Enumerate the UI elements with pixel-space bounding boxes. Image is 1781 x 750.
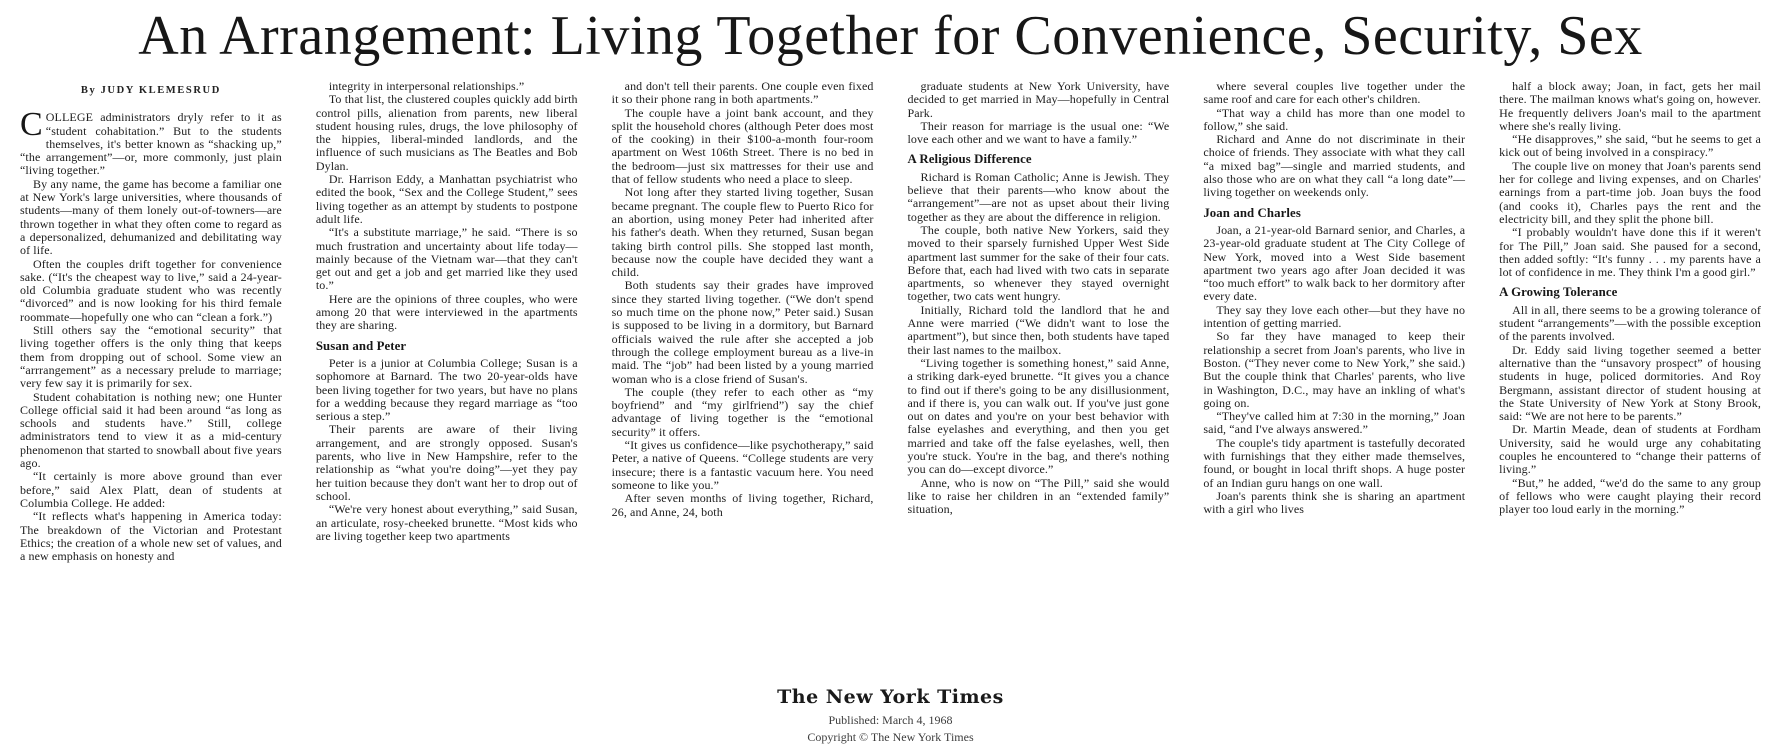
article-paragraph: Still others say the “emotional security” that living together offers is the only thing that keeps them from dropping out of school. Some view an “arrrangement” as a necessary prelude to marriage; very few say it is primarily for sex.: [20, 323, 282, 391]
section-subhead: A Growing Tolerance: [1499, 285, 1618, 300]
article-column-1: [20, 80, 282, 563]
article-paragraph: Student cohabitation is nothing new; one Hunter College official said it had been around “as long as schools and students have.” Still, college administrators tend to view it as a mid-century phenomenon that started to snowball about five years ago.: [20, 389, 282, 471]
copyright-notice: Copyright © The New York Times: [807, 729, 974, 744]
article-paragraph: COLLEGE administrators dryly refer to it as “student cohabitation.” But to the students themselves, it's better known as “shacking up,” “the arrangement”—or, more commonly, just plain “living together.”: [20, 106, 282, 178]
article-paragraph: Both students say their grades have improved since they started living together. (“We don't spend so much time on the phone now,” Peter said.) Susan is supposed to be living in a dormitory, but Barnard officials waived the rule after she accepted a job through the college employment bureau as a live-in maid. The “job” had been listed by a young married woman who is a close friend of Susan's.: [611, 278, 874, 386]
article-paragraph: Their parents are aware of their living arrangement, and are strongly opposed. Susan's parents, who live in New Hampshire, refer to the relationship as “what you're doing”—yet they pay her tuition because they don't want her to drop out of school.: [315, 422, 578, 503]
article-paragraph: “He disapproves,” she said, “but he seems to get a kick out of being involved in a conspiracy.”: [1499, 132, 1761, 160]
article-paragraph: Anne, who is now on “The Pill,” said she would like to raise her children in an “extended family” situation,: [907, 475, 1170, 517]
article-column-4: [907, 80, 1169, 517]
article-paragraph: After seven months of living together, Richard, 26, and Anne, 24, both: [611, 491, 874, 519]
article-paragraph: Joan's parents think she is sharing an apartment with a girl who lives: [1203, 488, 1466, 517]
article-paragraph: Dr. Martin Meade, dean of students at Fordham University, said he would urge any cohabitating couples he encountered to “change their patterns of living.”: [1499, 422, 1761, 477]
article-paragraph: Often the couples drift together for convenience sake. (“It's the cheapest way to live,” said a 24-year-old Columbia graduate student who was recently “divorced” and is now looking for his third female roommate—hopefully one who can “clean a fork.”): [20, 256, 282, 324]
article-paragraph: The couple's tidy apartment is tastefully decorated with furnishings that they either made themselves, found, or bought in local thrift shops. A huge poster of an Indian guru hangs on one wall.: [1203, 435, 1466, 490]
article-paragraph: To that list, the clustered couples quickly add birth control pills, alienation from parents, new liberal student housing rules, drugs, the love philosophy of the hippies, liberal-minded landlords, and the influence of such musicians as The Beatles and Bob Dylan.: [315, 92, 578, 173]
article-columns: [20, 80, 1761, 668]
article-paragraph: graduate students at New York University, have decided to get married in May—hopefully in Central Park.: [907, 79, 1170, 120]
article-paragraph: All in all, there seems to be a growing tolerance of student “arrangements”—with the possible exception of the parents involved.: [1499, 302, 1761, 344]
article-paragraph: “It reflects what's happening in America today: The breakdown of the Victorian and Protestant Ethics; the creation of a whole new set of values, and a new emphasis on honesty and: [20, 509, 282, 564]
article-paragraph: So far they have managed to keep their relationship a secret from Joan's parents, who live in Boston. (“They never come to New York,” she said.) But the couple think that Charles' parents, who live in Washington, D.C., may have an inkling of what's going on.: [1203, 329, 1466, 410]
article-paragraph: Richard is Roman Catholic; Anne is Jewish. They believe that their parents—who know about the “arrangement”—are not as upset about their living together as they are about the difference in religion.: [907, 169, 1170, 224]
article-column-2: [316, 80, 578, 543]
article-paragraph: Here are the opinions of three couples, who were among 20 that were interviewed in the apartments they are sharing.: [315, 291, 578, 333]
article-paragraph: Not long after they started living together, Susan became pregnant. The couple flew to Puerto Rico for an abortion, using money Peter had inherited after his father's death. When they returned, Susan began taking birth control pills. She stopped last month, because now the couple have decided they want a child.: [611, 185, 874, 280]
article-paragraph: They say they love each other—but they have no intention of getting married.: [1203, 302, 1466, 331]
nyt-logo: The New York Times: [777, 686, 1004, 708]
article-paragraph: “It gives us confidence—like psychotherapy,” said Peter, a native of Queens. “College students are very insecure; there is a fantastic vacuum here. You need someone to like you.”: [611, 438, 874, 492]
article-paragraph: The couple live on money that Joan's parents send her for college and living expenses, and on Charles' earnings from a part-time job. Joan buys the food (and cooks it), Charles pays the rent and the electricity bill, and they split the phone bill.: [1499, 158, 1761, 226]
article-paragraph: “Living together is something honest,” said Anne, a striking dark-eyed brunette. “It gives you a chance to find out if there's going to be any disillusionment, and if there is, you can walk out. If you've just gone out on dates and you're on your best behavior with false eyelashes and everything, and then you get married and take off the false eyelashes, well, then you're stuck. You're in the bag, and there's nothing you can do—except divorce.”: [907, 355, 1170, 477]
article-paragraph: “It's a substitute marriage,” he said. “There is so much frustration and uncertainty about life today—mainly because of the Vietnam war—that they can't get out and get a job and get married like they used to.”: [315, 225, 578, 293]
article-column-5: [1203, 80, 1465, 517]
section-subhead: Susan and Peter: [315, 338, 407, 353]
article-paragraph: “That way a child has more than one model to follow,” she said.: [1203, 105, 1466, 133]
article-paragraph: “I probably wouldn't have done this if it weren't for The Pill,” Joan said. She paused for a second, then added softly: “It's funny . . . my parents have a lot of confidence in me. They think I'm a good girl.”: [1499, 225, 1761, 280]
article-title: An Arrangement: Living Together for Convenience, Security, Sex: [138, 5, 1643, 67]
article-paragraph: Joan, a 21-year-old Barnard senior, and Charles, a 23-year-old graduate student at The City College of New York, moved into a West Side basement apartment two years ago after Joan decided it was “too much effort” to walk back to her dormitory after every date.: [1203, 222, 1466, 304]
article-paragraph: Initially, Richard told the landlord that he and Anne were married (“We didn't want to lose the apartment”), but since then, both students have taped their last names to the mailbox.: [907, 302, 1170, 357]
article-paragraph: “It certainly is more above ground than ever before,” said Alex Platt, dean of students at Columbia College. He added:: [20, 469, 282, 510]
article-paragraph: Dr. Eddy said living together seemed a better alternative than the “unsavory prospect” of housing students in huge, policed dormitories. And Roy Bergmann, assistant director of student housing at the State University of New York at Stony Brook, said: “We are not here to be parents.”: [1499, 342, 1761, 424]
article-paragraph: Dr. Harrison Eddy, a Manhattan psychiatrist who edited the book, “Sex and the College Student,” sees living together as an attempt by students to postpone adult life.: [315, 172, 578, 226]
article-paragraph: integrity in interpersonal relationships.”: [328, 79, 525, 93]
article-paragraph: where several couples live together under the same roof and care for each other's children.: [1203, 79, 1466, 107]
article-footer: [20, 684, 1761, 746]
article-paragraph: “We're very honest about everything,” said Susan, an articulate, rosy-cheeked brunette. “Most kids who are living together keep two apartments: [315, 502, 578, 543]
article-paragraph: The couple, both native New Yorkers, said they moved to their sparsely furnished Upper West Side apartment last summer for the sake of their four cats. Before that, each had lived with two cats in separate apartments, so whenever they stayed overnight together, two cats went hungry.: [907, 222, 1170, 304]
article-paragraph: “They've called him at 7:30 in the morning,” Joan said, “and I've always answered.”: [1203, 409, 1466, 437]
article-paragraph: By any name, the game has become a familiar one at New York's large universities, where thousands of students—many of them lonely out-of-towners—are thrown together in what they often come to regard as a depersonalized, dehumanized and debilitating way of life.: [20, 176, 282, 258]
article-paragraph: “But,” he added, “we'd do the same to any group of fellows who were caught playing their record player too loud early in the morning.”: [1499, 475, 1761, 517]
article-paragraph: Peter is a junior at Columbia College; Susan is a sophomore at Barnard. The two 20-year-olds have been living together for two years, but have no plans for a wedding because they regard marriage as “too serious a step.”: [315, 355, 578, 424]
article-paragraph: half a block away; Joan, in fact, gets her mail there. The mailman knows what's going on, however. He frequently delivers Joan's mail to the apartment where she's really living.: [1499, 79, 1761, 133]
section-subhead: A Religious Difference: [907, 152, 1032, 167]
article-paragraph: The couple (they refer to each other as “my boyfriend” and “my girlfriend”) say the chief advantage of living together is the “emotional security” it offers.: [611, 384, 874, 439]
section-subhead: Joan and Charles: [1203, 205, 1301, 220]
article-column-3: [612, 80, 874, 519]
published-date: Published: March 4, 1968: [828, 712, 953, 727]
article-column-6: [1499, 80, 1761, 517]
article-paragraph: Richard and Anne do not discriminate in their choice of friends. They associate with what they call “a mixed bag”—single and married students, and also those who are on what they call “a long date”—living together on weekends only.: [1203, 132, 1466, 200]
article-paragraph: and don't tell their parents. One couple even fixed it so their phone rang in both apartments.”: [611, 79, 874, 107]
article-paragraph: The couple have a joint bank account, and they split the household chores (although Peter does most of the cooking) in their $100-a-month four-room apartment on West 106th Street. There is no bed in the bedroom—just six mattresses for their use and that of fellow students who need a place to sleep.: [611, 105, 874, 187]
article-paragraph: Their reason for marriage is the usual one: “We love each other and we want to have a family.”: [907, 118, 1170, 147]
byline: By JUDY KLEMESRUD: [80, 85, 221, 96]
